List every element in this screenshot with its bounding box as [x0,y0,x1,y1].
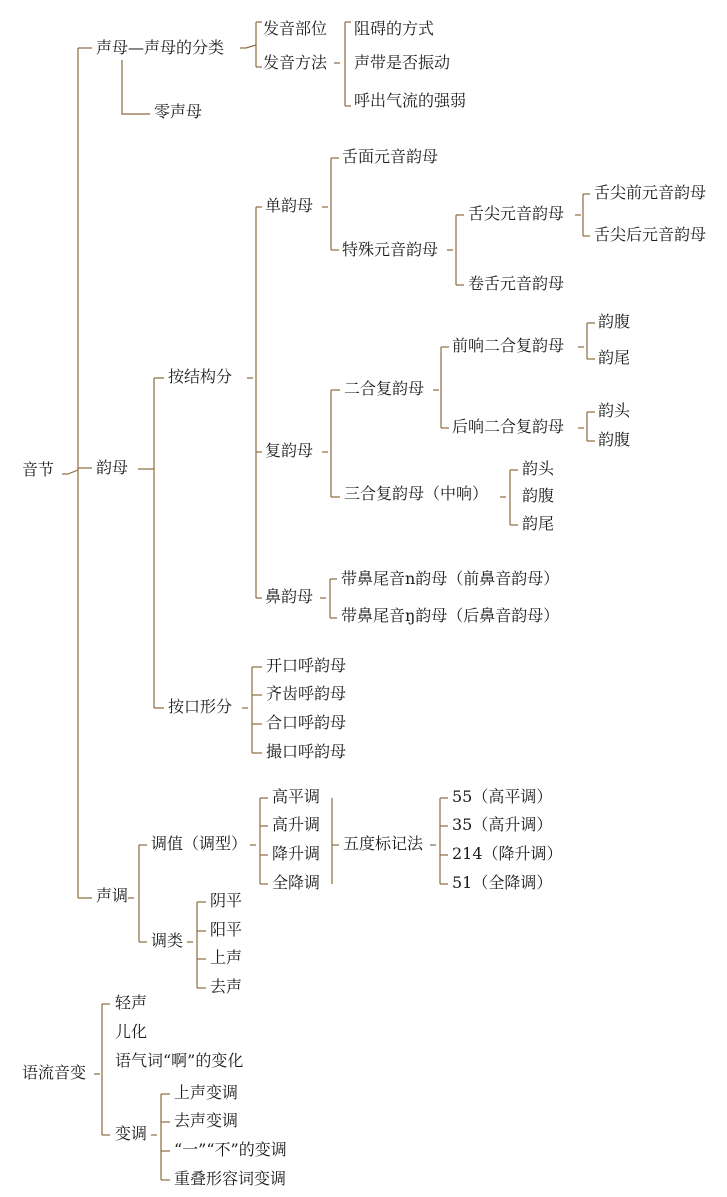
node-shejian-hou: 舌尖后元音韵母 [594,225,707,244]
node-yi-bu: “一”“不”的变调 [174,1140,287,1159]
node-jiangsheng: 降升调 [272,844,321,863]
node-an-jiegou: 按结构分 [168,367,233,386]
node-qx-wei: 韵尾 [598,348,631,367]
node-v35: 35（高升调） [452,815,553,834]
node-cuokou: 撮口呼韵母 [266,742,347,761]
node-yuliu: 语流音变 [22,1063,87,1082]
node-chongdie: 重叠形容词变调 [174,1169,287,1188]
node-shejian: 舌尖元音韵母 [468,204,565,223]
node-diaolei: 调类 [151,931,184,950]
node-shejian-qian: 舌尖前元音韵母 [594,183,707,202]
node-zuai: 阻碍的方式 [354,19,435,38]
node-bi-n: 带鼻尾音n韵母（前鼻音韵母） [341,569,560,588]
node-qu-biandiao: 去声变调 [174,1111,239,1130]
node-hekou: 合口呼韵母 [266,713,347,732]
node-a-bianhua: 语气词“啊”的变化 [115,1051,244,1070]
node-yinping: 阴平 [210,891,243,910]
node-biandiao: 变调 [115,1124,148,1143]
node-v214: 214（降升调） [452,844,563,863]
node-shengdiao: 声调 [96,886,129,905]
node-qianxiang: 前响二合复韵母 [452,336,565,355]
node-shengdai: 声带是否振动 [354,53,451,72]
node-erhua: 儿化 [115,1022,148,1041]
node-qingsheng: 轻声 [115,993,148,1012]
node-bi-yunmu: 鼻韵母 [265,587,314,606]
node-dan-yunmu: 单韵母 [265,196,314,215]
node-sh-fu: 韵腹 [522,486,555,505]
connector-2 [68,470,78,474]
node-gaosheng: 高升调 [272,815,321,834]
node-v55: 55（高平调） [452,787,553,806]
node-bi-ng: 带鼻尾音ŋ韵母（后鼻音韵母） [341,606,560,625]
node-an-kouxing: 按口形分 [168,697,233,716]
node-erhe: 二合复韵母 [344,379,425,398]
connector-9 [246,45,256,48]
node-quanjiang: 全降调 [272,873,321,892]
node-hx-fu: 韵腹 [598,430,631,449]
node-sh-tou: 韵头 [522,459,555,478]
node-qx-fu: 韵腹 [598,312,631,331]
node-shangsheng: 上声 [210,948,243,967]
node-juanshe: 卷舌元音韵母 [468,274,565,293]
node-diaozhi: 调值（调型） [151,834,248,853]
node-fu-yunmu: 复韵母 [265,441,314,460]
node-sanhe: 三合复韵母（中响） [344,484,489,503]
node-wudu: 五度标记法 [343,834,424,853]
node-houxiang: 后响二合复韵母 [452,417,565,436]
node-teshu: 特殊元音韵母 [342,240,439,259]
node-sh-wei: 韵尾 [522,514,555,533]
node-shengmu: 声母—声母的分类 [96,38,225,57]
node-shang-biandiao: 上声变调 [174,1083,239,1102]
node-huchu: 呼出气流的强弱 [354,91,467,110]
node-ling-shengmu: 零声母 [154,102,203,121]
node-shemian: 舌面元音韵母 [342,147,439,166]
node-yunmu: 韵母 [96,458,129,477]
node-qichi: 齐齿呼韵母 [266,684,347,703]
node-hx-tou: 韵头 [598,401,631,420]
node-qusheng: 去声 [210,977,243,996]
node-yangping: 阳平 [210,920,243,939]
node-v51: 51（全降调） [452,873,553,892]
node-gaoping: 高平调 [272,787,321,806]
node-fayin-fangfa: 发音方法 [263,53,328,72]
node-fayin-buwei: 发音部位 [263,19,328,38]
node-kaikou: 开口呼韵母 [266,656,347,675]
connector-6 [122,60,150,114]
node-yinjie: 音节 [22,460,55,479]
